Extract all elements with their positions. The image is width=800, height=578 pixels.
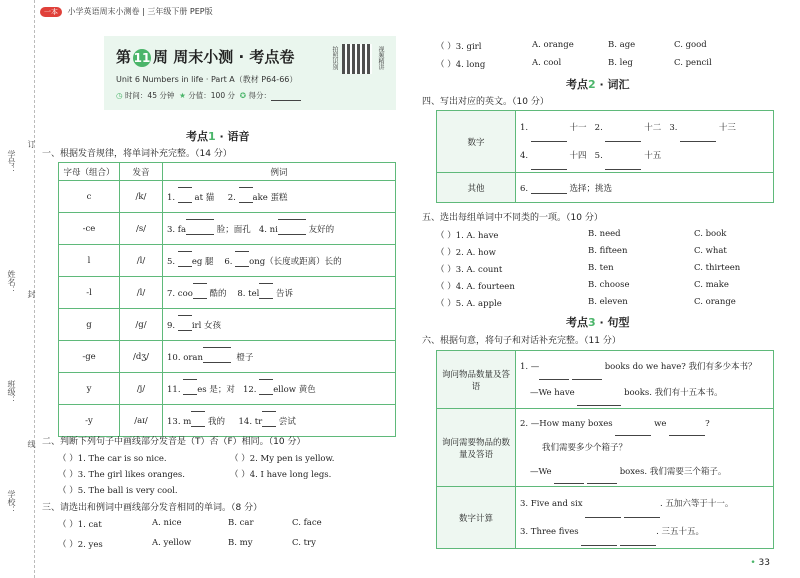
blank[interactable] — [680, 133, 716, 142]
text: we — [654, 418, 667, 429]
word-prefix: 8. tel — [237, 288, 260, 299]
q2-cell — [516, 409, 774, 487]
option-b: B. age — [608, 40, 636, 50]
option-c: C. pencil — [674, 58, 712, 68]
cell-sound: /l/ — [120, 245, 163, 277]
option-b: B. my — [228, 538, 253, 548]
word-prefix: 11. — [167, 384, 184, 395]
blank[interactable] — [531, 161, 567, 170]
option-c: C. good — [674, 40, 707, 50]
word-suffix: 酷的 — [209, 288, 227, 299]
text: . 五加六等于十一。 — [659, 498, 734, 509]
kd-num: 2 — [588, 78, 596, 91]
header-text: 小学英语周末小测卷 | 三年级下册 PEP版 — [67, 7, 213, 16]
q-num: 4. — [520, 150, 529, 161]
word-suffix: irl 女孩 — [191, 320, 222, 331]
blank[interactable] — [178, 322, 192, 331]
q1-cell — [516, 351, 774, 409]
option-b: B. ten — [588, 263, 614, 273]
cell-letter: y — [59, 373, 120, 405]
blank[interactable] — [585, 509, 621, 518]
option-c: C. what — [694, 246, 727, 256]
table-row — [59, 405, 396, 437]
table-row — [59, 341, 396, 373]
brand-logo: 一本 — [40, 7, 62, 17]
q-num: 5. — [594, 150, 603, 161]
word-prefix: 2. — [227, 192, 239, 203]
q-num: 3. — [669, 122, 678, 133]
page-number — [750, 558, 770, 568]
word-prefix: 14. tr — [238, 416, 263, 427]
cn: 十一 — [569, 122, 587, 133]
table-row — [59, 373, 396, 405]
week-suffix: 周 周末小测 · 考点卷 — [153, 48, 295, 66]
word-prefix: 1. — [167, 192, 178, 203]
col-example: 例词 — [163, 163, 396, 181]
table-row — [59, 245, 396, 277]
cell-sound: /dʒ/ — [120, 341, 163, 373]
phonics-table — [58, 162, 396, 437]
time-text: 时间：45 分钟 — [124, 91, 175, 100]
week-title — [116, 46, 294, 67]
cn: 十二 — [644, 122, 662, 133]
table-row — [59, 213, 396, 245]
kd-label: 词汇 — [607, 78, 630, 91]
word-suffix: at 猫 — [194, 192, 215, 203]
word-suffix: es 是；对 — [197, 384, 235, 395]
word-prefix: 5. — [167, 256, 178, 267]
kd-prefix: 考点 — [566, 316, 588, 329]
score-text: 分值：100 分 — [188, 91, 235, 100]
word-suffix: 我的 — [207, 416, 225, 427]
sec2-item: （ ）5. The ball is very cool. — [58, 486, 178, 496]
blank[interactable] — [203, 354, 217, 363]
blank[interactable] — [605, 133, 641, 142]
q-item: （ ）5. A. apple — [436, 299, 502, 309]
qr-code[interactable] — [342, 44, 372, 74]
q-num: 1. — [520, 122, 529, 133]
q-num: （ ）4. long — [436, 60, 486, 70]
sec6-title: 六、根据句意，将句子和对话补充完整。（11 分） — [422, 336, 621, 346]
cn: 十四 — [569, 150, 587, 161]
cell-words — [163, 405, 396, 437]
q-num: （ ）2. yes — [58, 540, 103, 550]
option-c: C. thirteen — [694, 263, 741, 273]
cell-letter: -l — [59, 277, 120, 309]
label-other: 其他 — [437, 173, 516, 203]
label-q2: 询问需要物品的数量及答语 — [437, 409, 516, 487]
cell-letter: -ge — [59, 341, 120, 373]
blank[interactable] — [193, 290, 207, 299]
week-prefix: 第 — [116, 48, 132, 66]
word-prefix: 6. — [224, 256, 236, 267]
label-q1: 询问物品数量及答语 — [437, 351, 516, 409]
cell-letter: l — [59, 245, 120, 277]
blank[interactable] — [200, 226, 214, 235]
kd-num: 3 — [588, 316, 596, 329]
col-letter: 字母（组合） — [59, 163, 120, 181]
blank[interactable] — [624, 509, 660, 518]
table-row — [59, 309, 396, 341]
word-prefix: 9. — [167, 320, 178, 331]
blank[interactable] — [178, 258, 192, 267]
option-a: A. yellow — [152, 538, 192, 548]
binding-mark-3: 线 — [27, 440, 36, 448]
blank[interactable] — [581, 537, 617, 546]
qr-right-text: 视频精讲 — [377, 46, 384, 70]
blank[interactable] — [259, 290, 273, 299]
cell-sound: /j/ — [120, 373, 163, 405]
text: books. 我们有十五本书。 — [624, 387, 723, 398]
cell-words — [163, 309, 396, 341]
clock-icon: ◷ — [116, 91, 123, 100]
text: 3. Five and six — [520, 498, 583, 509]
sec3-row — [58, 538, 103, 550]
sec2-item: （ ）2. My pen is yellow. — [230, 454, 335, 464]
option-b: B. car — [228, 518, 254, 528]
word-prefix: 3. fa — [167, 224, 187, 235]
q-item: （ ）4. A. fourteen — [436, 282, 515, 292]
sec2-item: （ ）3. The girl likes oranges. — [58, 470, 185, 480]
option-b: B. fifteen — [588, 246, 628, 256]
cn: 十五 — [644, 150, 662, 161]
cell-words — [163, 341, 396, 373]
cell-letter: -y — [59, 405, 120, 437]
section-heading-phonics — [186, 128, 250, 144]
option-b: B. eleven — [588, 297, 628, 307]
sec2-title: 二、判断下列句子中画线部分发音是（T）否（F）相同。（10 分） — [42, 437, 306, 447]
word-suffix: 橙子 — [236, 352, 254, 363]
text: —We have — [530, 387, 575, 398]
kd-prefix: 考点 — [566, 78, 588, 91]
blank[interactable] — [531, 133, 567, 142]
option-b: B. need — [588, 229, 621, 239]
word-prefix: 12. — [242, 384, 260, 395]
word-suffix: 告诉 — [276, 288, 294, 299]
text: . 三五十五。 — [656, 526, 704, 537]
cell-sound: /g/ — [120, 309, 163, 341]
got-blank[interactable] — [271, 92, 301, 101]
section-heading-vocab — [566, 76, 630, 92]
blank[interactable] — [183, 386, 197, 395]
got-label: 得分： — [248, 91, 271, 100]
title-box — [104, 36, 396, 110]
blank[interactable] — [217, 354, 231, 363]
kd-sep: · — [219, 130, 224, 143]
unit-line: Unit 6 Numbers in life · Part A（教材 P64-66） — [116, 75, 298, 84]
vocab-table — [436, 110, 774, 203]
cell-letter: -ce — [59, 213, 120, 245]
star-icon: ★ — [179, 91, 186, 100]
table-row — [59, 181, 396, 213]
cell-letter: g — [59, 309, 120, 341]
text: books do we have? 我们有多少本书？ — [604, 361, 757, 372]
option-c: C. orange — [694, 297, 736, 307]
word-prefix: 13. m — [167, 416, 192, 427]
cn: 十三 — [718, 122, 736, 133]
option-c: C. try — [292, 538, 316, 548]
blank[interactable] — [605, 161, 641, 170]
q-num: 2. — [594, 122, 603, 133]
kd-prefix: 考点 — [186, 130, 208, 143]
class-label: 班级： — [7, 380, 16, 404]
student-id-label: 学号： — [7, 150, 16, 174]
blank[interactable] — [531, 185, 567, 194]
cell-sound: /l/ — [120, 277, 163, 309]
blank[interactable] — [259, 386, 273, 395]
medal-icon: ✪ — [239, 91, 247, 100]
kd-sep: · — [599, 316, 604, 329]
option-a: A. orange — [532, 40, 574, 50]
sec2-item: （ ）1. The car is so nice. — [58, 454, 167, 464]
blank[interactable] — [292, 226, 306, 235]
cell-sound: /s/ — [120, 213, 163, 245]
option-b: B. choose — [588, 280, 630, 290]
sec5-title: 五、选出每组单词中不同类的一项。（10 分） — [422, 213, 603, 223]
cell-words — [163, 277, 396, 309]
binding-mark-2: 封 — [27, 290, 36, 298]
blank[interactable] — [191, 418, 205, 427]
sec1-title: 一、根据发音规律，将单词补充完整。（14 分） — [42, 149, 232, 159]
page-header — [40, 6, 213, 17]
sec4-title: 四、写出对应的英文。（10 分） — [422, 97, 549, 107]
option-c: C. make — [694, 280, 729, 290]
option-c: C. face — [292, 518, 322, 528]
sec2-item: （ ）4. I have long legs. — [230, 470, 332, 480]
sec3-title: 三、请选出和例词中画线部分发音相同的单词。（8 分） — [42, 503, 263, 513]
word-prefix: 10. oran — [167, 352, 203, 363]
q-item: （ ）3. A. count — [436, 265, 503, 275]
q-num: 6. — [520, 183, 529, 194]
cell-sound: /k/ — [120, 181, 163, 213]
cell-letter: c — [59, 181, 120, 213]
option-c: C. book — [694, 229, 727, 239]
label-numbers: 数字 — [437, 111, 516, 173]
cell-words — [163, 373, 396, 405]
blank[interactable] — [239, 194, 253, 203]
col-sound: 发音 — [120, 163, 163, 181]
word-suffix: 友好的 — [308, 224, 335, 235]
blank[interactable] — [235, 258, 249, 267]
binding-margin — [0, 0, 35, 578]
blank[interactable] — [262, 418, 276, 427]
table-row — [59, 277, 396, 309]
option-b: B. leg — [608, 58, 633, 68]
school-label: 学校： — [7, 490, 16, 514]
cell-words — [163, 213, 396, 245]
word-suffix: 尝试 — [278, 416, 296, 427]
q-num: （ ）3. girl — [436, 42, 482, 52]
cn: 选择；挑选 — [569, 183, 613, 194]
q-item: （ ）1. A. have — [436, 231, 499, 241]
sentence-table — [436, 350, 774, 549]
blank[interactable] — [186, 226, 200, 235]
option-a: A. cool — [532, 58, 562, 68]
blank[interactable] — [587, 475, 617, 484]
text: —We — [530, 466, 552, 477]
page-number-text: 33 — [758, 558, 770, 568]
kd-sep: · — [599, 78, 604, 91]
blank[interactable] — [554, 475, 584, 484]
meta-line — [116, 90, 301, 101]
option-a: A. nice — [152, 518, 182, 528]
q-num: （ ）1. cat — [58, 520, 102, 530]
blank[interactable] — [615, 427, 651, 436]
text: boxes. 我们需要三个箱子。 — [619, 466, 727, 477]
text: 2. —How many boxes — [520, 418, 613, 429]
blank[interactable] — [178, 194, 192, 203]
kd-label: 句型 — [607, 316, 630, 329]
word-suffix: ake 蛋糕 — [252, 192, 288, 203]
numbers-cell — [516, 111, 774, 173]
word-suffix: ellow 黄色 — [273, 384, 316, 395]
blank[interactable] — [577, 397, 621, 406]
cell-sound: /aɪ/ — [120, 405, 163, 437]
week-number: 11 — [133, 51, 151, 65]
word-suffix: 脸；面孔 — [216, 224, 251, 235]
dot-icon: • — [750, 558, 756, 568]
word-suffix: ong（长度或距离）长的 — [249, 256, 342, 267]
section-heading-sentence — [566, 314, 630, 330]
text: 我们需要多少个箱子？ — [542, 442, 628, 453]
cell-words — [163, 181, 396, 213]
word-suffix: eg 腿 — [191, 256, 214, 267]
word-prefix: 4. ni — [258, 224, 278, 235]
name-label: 姓名： — [7, 270, 16, 294]
q3-cell — [516, 487, 774, 549]
blank[interactable] — [572, 371, 602, 380]
text: ? — [705, 418, 710, 429]
label-q3: 数字计算 — [437, 487, 516, 549]
qr-left-text: 拍照识别 — [331, 46, 338, 70]
blank[interactable] — [539, 371, 569, 380]
blank[interactable] — [620, 537, 656, 546]
blank[interactable] — [278, 226, 292, 235]
word-prefix: 7. coo — [167, 288, 193, 299]
text: 3. Three fives — [520, 526, 579, 537]
blank[interactable] — [669, 427, 705, 436]
cell-words — [163, 245, 396, 277]
sec3-row — [58, 518, 102, 530]
kd-label: 语音 — [227, 130, 250, 143]
other-cell — [516, 173, 774, 203]
text: 1. — — [520, 361, 540, 372]
q-item: （ ）2. A. how — [436, 248, 496, 258]
binding-mark-1: 订 — [27, 140, 36, 148]
kd-num: 1 — [208, 130, 216, 143]
